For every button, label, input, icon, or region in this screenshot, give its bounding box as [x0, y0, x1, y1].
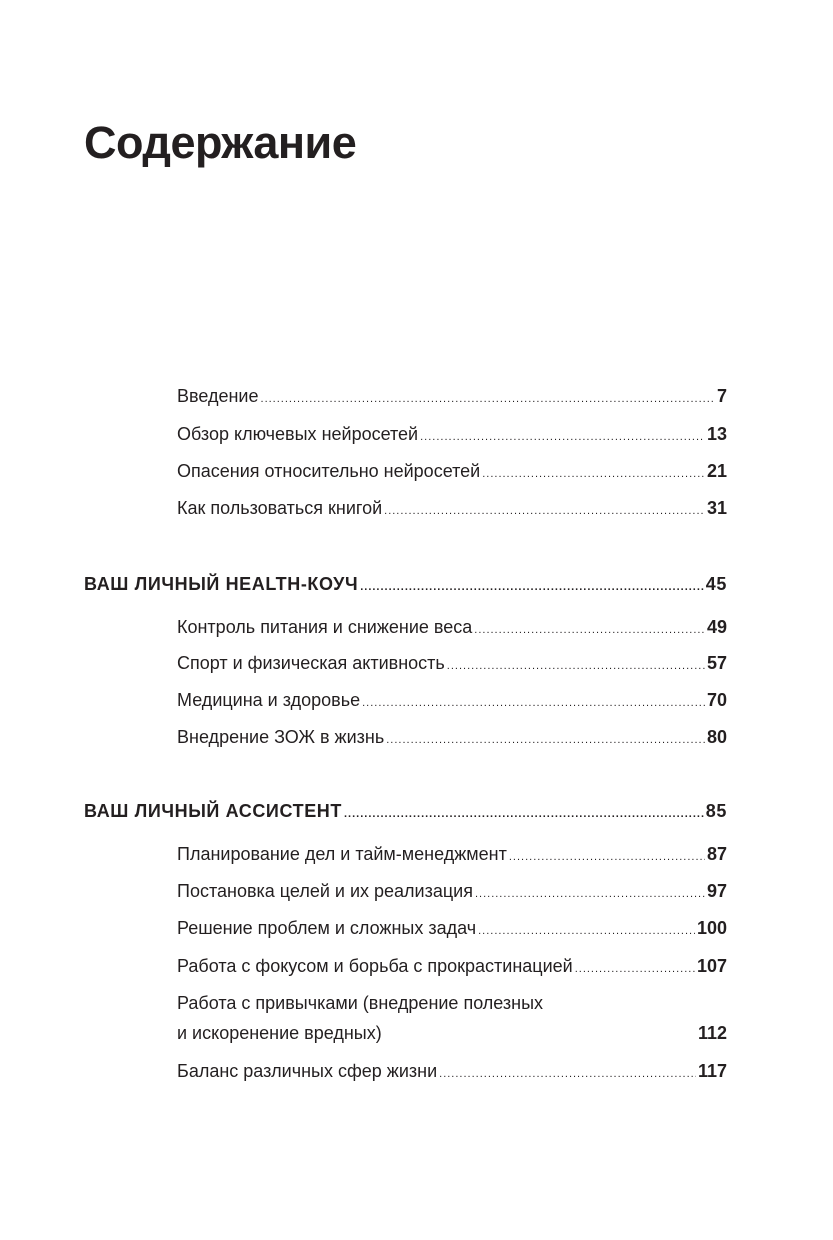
dot-leader: [478, 918, 695, 944]
toc-entry-label: Обзор ключевых нейросетей: [177, 424, 419, 444]
toc-entry-label: Опасения относительно нейросетей: [177, 461, 481, 481]
toc-entry-page: 80: [706, 727, 727, 747]
toc-entry-page: 117: [697, 1061, 727, 1081]
toc-entry-life-balance[interactable]: [177, 1058, 727, 1087]
toc-entry-habits[interactable]: [177, 988, 727, 1048]
toc-entry-page: 87: [706, 844, 727, 864]
toc-entry-page: 13: [706, 424, 727, 444]
toc-entry-page: 70: [706, 690, 727, 710]
toc-entry-label: Спорт и физическая активность: [177, 653, 445, 673]
toc-entry-label: Баланс различных сфер жизни: [177, 1061, 438, 1081]
dot-leader: [475, 881, 705, 907]
toc-entry-page: 57: [706, 653, 727, 673]
dot-leader: [261, 386, 715, 412]
toc-entry-planning[interactable]: [177, 841, 727, 870]
toc-entry-how-to-use[interactable]: [177, 495, 727, 524]
dot-leader: [575, 956, 695, 982]
toc-entry-label: Внедрение ЗОЖ в жизнь: [177, 727, 385, 747]
toc-entry-page: 21: [706, 461, 727, 481]
toc-part-assistant[interactable]: [84, 798, 727, 827]
toc-entry-concerns[interactable]: [177, 458, 727, 487]
toc-entry-page: 49: [706, 617, 727, 637]
dot-leader: [482, 461, 705, 487]
toc-part-page: 85: [705, 801, 727, 821]
dot-leader: [360, 574, 704, 600]
toc-entry-label: Планирование дел и тайм-менеджмент: [177, 844, 507, 864]
toc-entry-goals[interactable]: [177, 878, 727, 907]
toc-entry-page: 7: [716, 386, 727, 406]
toc-entry-introduction[interactable]: [177, 383, 727, 412]
toc-entry-label: Введение: [177, 386, 259, 406]
toc-entry-label-line1: Работа с привычками (внедрение полезных: [177, 993, 544, 1013]
toc-entry-label: Медицина и здоровье: [177, 690, 361, 710]
toc-entry-label: Работа с фокусом и борьба с прокрастинацией: [177, 956, 573, 976]
dot-leader: [474, 617, 705, 643]
toc-entry-nutrition[interactable]: [177, 614, 727, 643]
toc-entry-healthy-lifestyle[interactable]: [177, 724, 727, 753]
toc-entry-page: 100: [696, 918, 727, 938]
dot-leader: [439, 1061, 696, 1087]
toc-part-health-coach[interactable]: [84, 571, 727, 600]
toc-part-label: ВАШ ЛИЧНЫЙ HEALTH-КОУЧ: [84, 574, 359, 594]
dot-leader: [344, 801, 704, 827]
dot-leader: [386, 727, 705, 753]
toc-entry-page: 107: [696, 956, 727, 976]
toc-entry-sport[interactable]: [177, 650, 727, 679]
toc-part-label: ВАШ ЛИЧНЫЙ АССИСТЕНТ: [84, 801, 342, 821]
toc-entry-problem-solving[interactable]: [177, 915, 727, 944]
page-title: Содержание: [84, 117, 357, 168]
toc-entry-page: 31: [706, 498, 727, 518]
dot-leader: [384, 498, 705, 524]
dot-leader: [362, 690, 705, 716]
toc-entry-label: Контроль питания и снижение веса: [177, 617, 473, 637]
dot-leader: [509, 844, 705, 870]
toc-entry-medicine[interactable]: [177, 687, 727, 716]
toc-entry-neural-overview[interactable]: [177, 421, 727, 450]
toc-entry-page: 97: [706, 881, 727, 901]
toc-entry-page: 112: [697, 1023, 727, 1043]
toc-entry-label: Решение проблем и сложных задач: [177, 918, 477, 938]
dot-leader: [447, 653, 705, 679]
dot-leader: [420, 424, 705, 450]
toc-entry-focus[interactable]: [177, 953, 727, 982]
toc-entry-label-line2: и искоренение вредных): [177, 1023, 382, 1043]
toc-entry-label: Постановка целей и их реализация: [177, 881, 473, 901]
toc-entry-label: Как пользоваться книгой: [177, 498, 383, 518]
toc-part-page: 45: [705, 574, 727, 594]
